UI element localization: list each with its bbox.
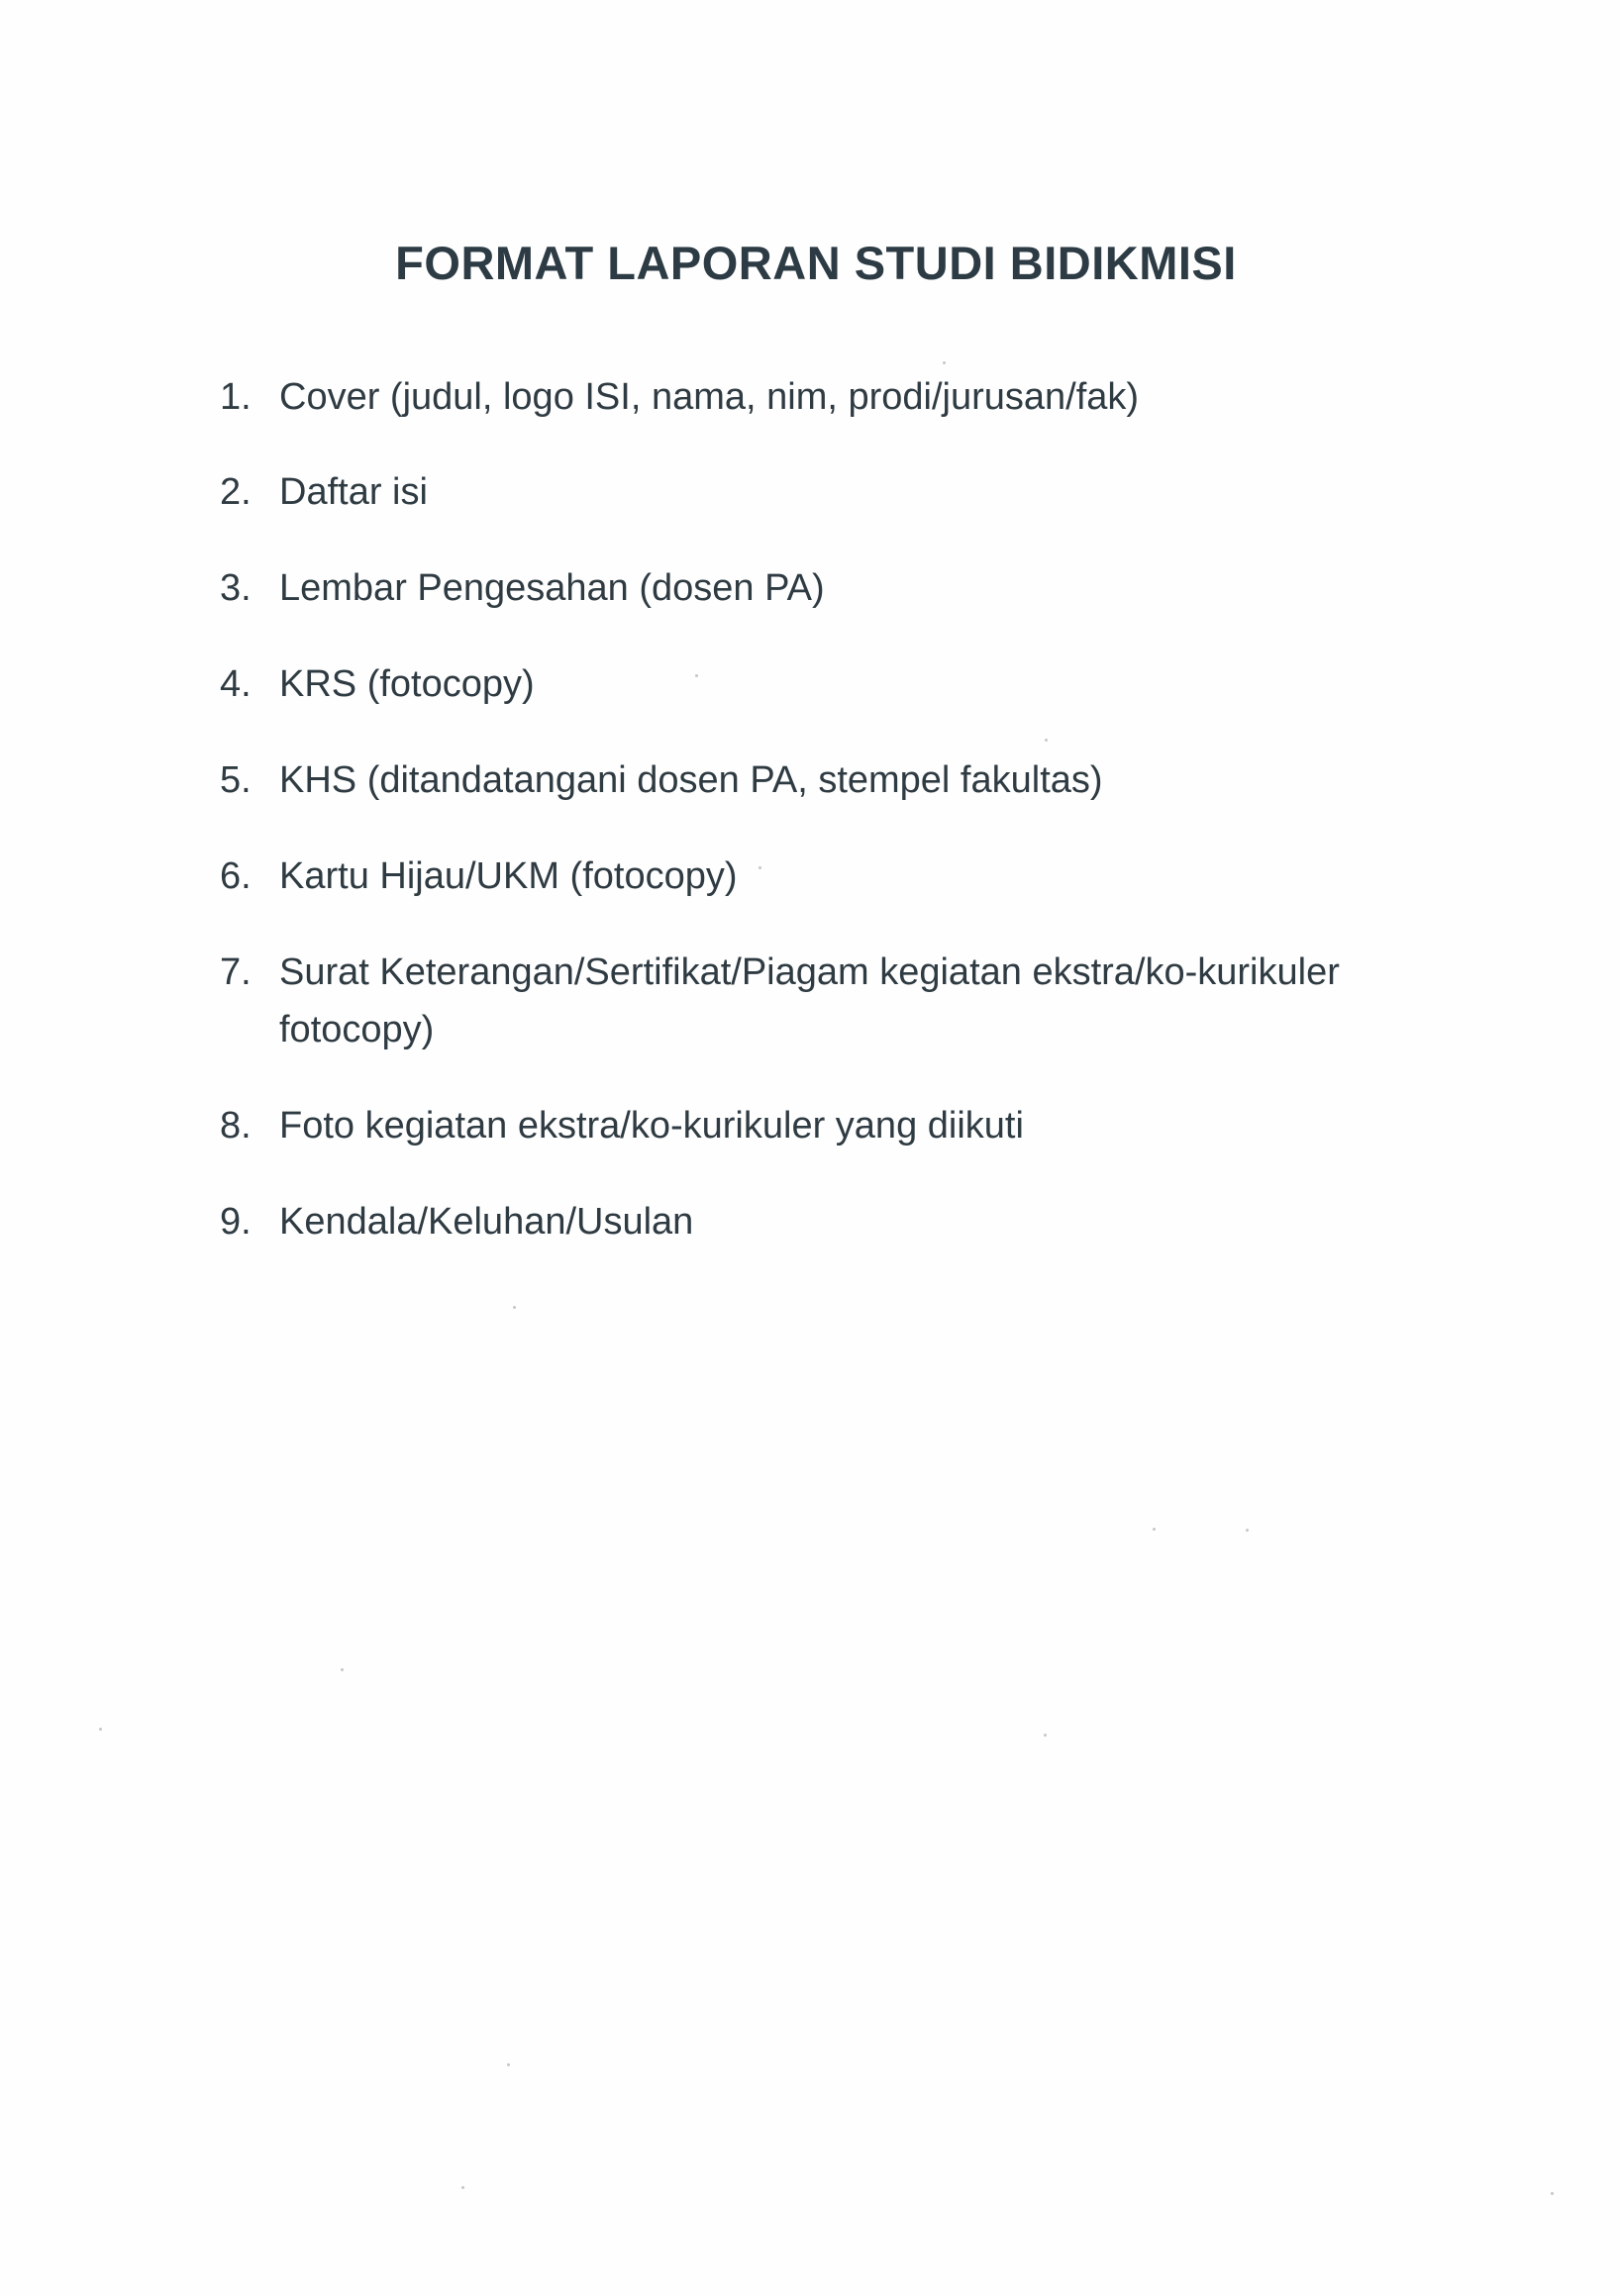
scan-speck	[1044, 1734, 1047, 1737]
list-item-text: KRS (fotocopy)	[279, 663, 535, 705]
list-item-text: Surat Keterangan/Sertifikat/Piagam kegiatan ekstra/ko-kurikuler fotocopy)	[279, 951, 1340, 1050]
list-item-text: Foto kegiatan ekstra/ko-kurikuler yang diikuti	[279, 1105, 1024, 1147]
scan-speck	[461, 2186, 464, 2189]
list-item	[220, 751, 1408, 809]
list-item-number: 9.	[220, 1201, 252, 1243]
scan-speck	[513, 1306, 516, 1309]
list-item-number: 3.	[220, 567, 252, 609]
scan-speck	[341, 1668, 344, 1671]
scan-speck	[695, 674, 698, 677]
list-item	[220, 848, 1408, 905]
list-item-number: 2.	[220, 471, 252, 513]
scan-speck	[1551, 2192, 1554, 2195]
list-item-number: 5.	[220, 759, 252, 801]
list-item-text: KHS (ditandatangani dosen PA, stempel fakultas)	[279, 759, 1103, 801]
scan-speck	[759, 866, 761, 869]
list-item	[220, 655, 1408, 713]
list-item	[220, 1097, 1408, 1154]
scan-speck	[943, 361, 946, 364]
list-item	[220, 559, 1408, 617]
list-item	[220, 944, 1368, 1058]
scan-speck	[1045, 739, 1048, 742]
list-item	[220, 368, 1408, 426]
scan-speck	[1153, 1528, 1156, 1531]
list-item-text: Kendala/Keluhan/Usulan	[279, 1201, 694, 1243]
list-item	[220, 1193, 1408, 1250]
list-item-number: 6.	[220, 855, 252, 897]
list-item-text: Cover (judul, logo ISI, nama, nim, prodi/jurusan/fak)	[279, 376, 1140, 418]
list-item-number: 8.	[220, 1105, 252, 1147]
document-title: FORMAT LAPORAN STUDI BIDIKMISI	[395, 237, 1237, 289]
list-item-text: Kartu Hijau/UKM (fotocopy)	[279, 855, 738, 897]
scan-speck	[507, 2063, 510, 2066]
list-item-number: 4.	[220, 663, 252, 705]
list-item-text: Lembar Pengesahan (dosen PA)	[279, 567, 825, 609]
scan-speck	[99, 1728, 102, 1731]
list-item	[220, 463, 1408, 521]
list-item-number: 1.	[220, 376, 252, 418]
scan-speck	[1246, 1529, 1249, 1532]
list-item-number: 7.	[220, 951, 252, 993]
list-item-text: Daftar isi	[279, 471, 428, 513]
